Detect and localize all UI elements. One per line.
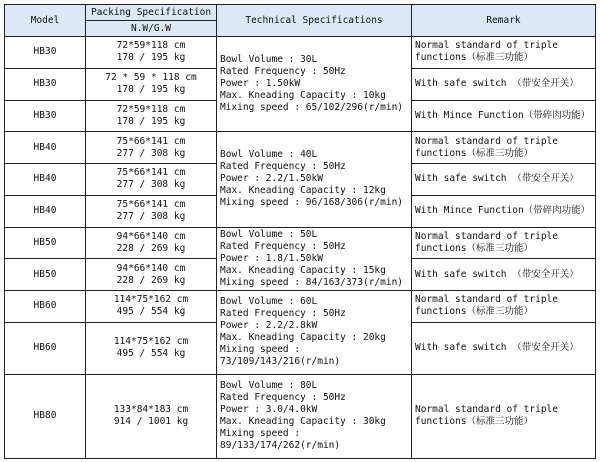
- packing-cell: 72*59*118 cm 170 / 195 kg: [86, 37, 217, 69]
- packing-cell: 133*84*183 cm 914 / 1001 kg: [86, 374, 217, 458]
- remark-cell: Normal standard of triple functions（标准三功能）: [412, 37, 596, 69]
- remark-cell: With safe switch （带安全开关）: [412, 68, 596, 100]
- tech-spec-cell: Bowl Volume : 80L Rated Frequency : 50Hz Power : 3.0/4.0kW Max. Kneading Capacity : 30kg Mixing speed : 89/133/174/262(r/min): [217, 374, 412, 458]
- spec-table-body: [5, 37, 596, 459]
- header-packing: Packing Specification: [86, 5, 217, 21]
- model-cell: HB30: [5, 100, 86, 132]
- header-tech: Technical Specifications: [217, 5, 412, 37]
- model-cell: HB50: [5, 259, 86, 291]
- remark-cell: Normal standard of triple functions（标准三功能）: [412, 291, 596, 323]
- header-remark: Remark: [412, 5, 596, 37]
- model-cell: HB60: [5, 322, 86, 374]
- model-cell: HB60: [5, 291, 86, 323]
- packing-cell: 94*66*140 cm 228 / 269 kg: [86, 227, 217, 259]
- model-cell: HB40: [5, 164, 86, 196]
- remark-cell: Normal standard of triple functions（标准三功能）: [412, 132, 596, 164]
- model-cell: HB40: [5, 132, 86, 164]
- table-row: [5, 374, 596, 458]
- remark-cell: With safe switch （带安全开关）: [412, 259, 596, 291]
- tech-spec-cell: Bowl Volume : 60L Rated Frequency : 50Hz Power : 2.2/2.8kW Max. Kneading Capacity : 20kg Mixing speed : 73/109/143/216(r/min): [217, 291, 412, 375]
- model-cell: HB40: [5, 195, 86, 227]
- model-cell: HB30: [5, 37, 86, 69]
- packing-cell: 72 * 59 * 118 cm 170 / 195 kg: [86, 68, 217, 100]
- remark-cell: With safe switch （带安全开关）: [412, 322, 596, 374]
- table-row: [5, 37, 596, 69]
- packing-cell: 72*59*118 cm 170 / 195 kg: [86, 100, 217, 132]
- remark-cell: With Mince Function（带碎肉功能）: [412, 195, 596, 227]
- packing-cell: 75*66*141 cm 277 / 308 kg: [86, 195, 217, 227]
- remark-cell: Normal standard of triple functions（标准三功能）: [412, 227, 596, 259]
- packing-cell: 75*66*141 cm 277 / 308 kg: [86, 132, 217, 164]
- remark-cell: With Mince Function（带碎肉功能）: [412, 100, 596, 132]
- spec-table: [4, 4, 596, 459]
- table-row: [5, 227, 596, 259]
- tech-spec-cell: Bowl Volume : 30L Rated Frequency : 50Hz Power : 1.50kW Max. Kneading Capacity : 10kg Mixing speed : 65/102/296(r/min): [217, 37, 412, 132]
- tech-spec-cell: Bowl Volume : 50L Rated Frequency : 50Hz Power : 1.8/1.50kW Max. Kneading Capacity : 15kg Mixing speed : 84/163/373(r/min): [217, 227, 412, 291]
- table-row: [5, 291, 596, 323]
- tech-spec-cell: Bowl Volume : 40L Rated Frequency : 50Hz Power : 2.2/1.50kW Max. Kneading Capacity : 12kg Mixing speed : 96/168/306(r/min): [217, 132, 412, 227]
- packing-cell: 114*75*162 cm 495 / 554 kg: [86, 291, 217, 323]
- packing-cell: 114*75*162 cm 495 / 554 kg: [86, 322, 217, 374]
- packing-cell: 94*66*140 cm 228 / 269 kg: [86, 259, 217, 291]
- model-cell: HB50: [5, 227, 86, 259]
- remark-cell: With safe switch （带安全开关）: [412, 164, 596, 196]
- table-row: [5, 132, 596, 164]
- packing-cell: 75*66*141 cm 277 / 308 kg: [86, 164, 217, 196]
- model-cell: HB30: [5, 68, 86, 100]
- remark-cell: Normal standard of triple functions（标准三功能）: [412, 374, 596, 458]
- model-cell: HB80: [5, 374, 86, 458]
- header-packing-sub: N.W/G.W: [86, 21, 217, 37]
- header-model: Model: [5, 5, 86, 37]
